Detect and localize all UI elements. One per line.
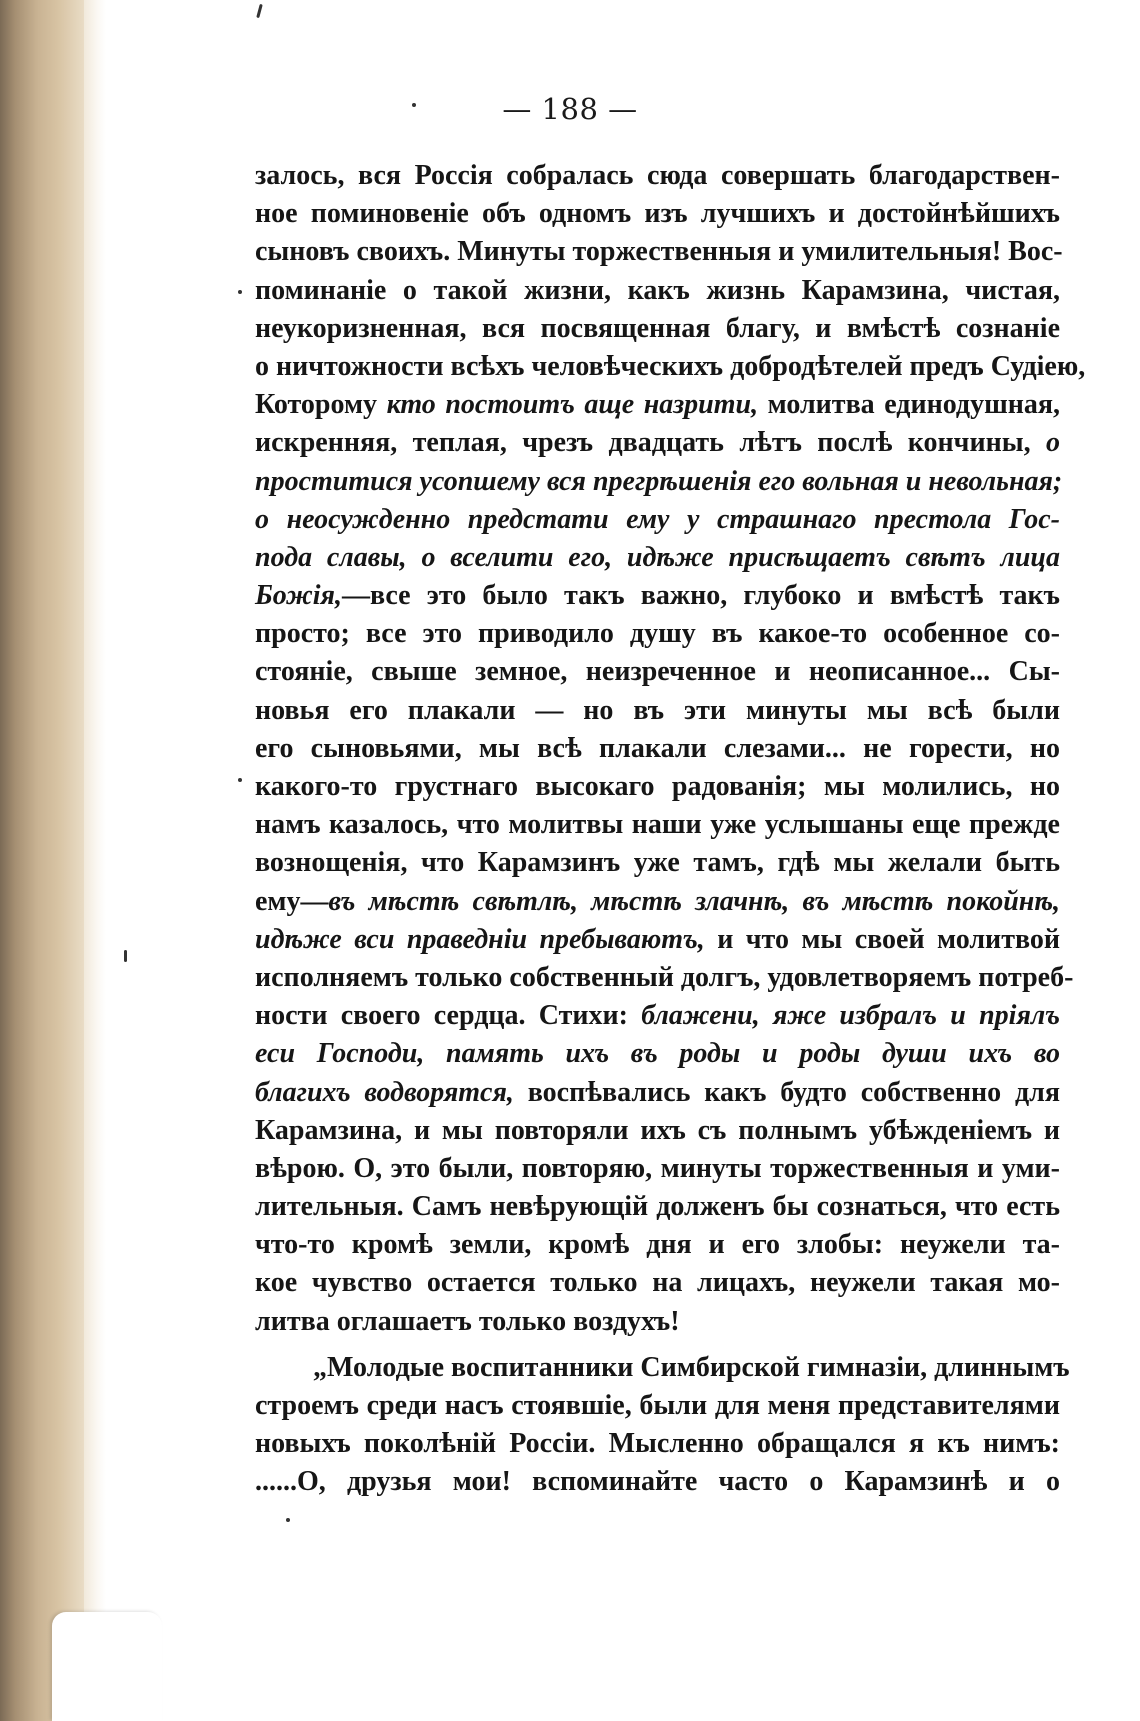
text-line xyxy=(255,1303,1060,1341)
text-line xyxy=(255,157,1060,195)
text-run: ему— xyxy=(255,885,329,917)
text-run: —все это было такъ важно, глубоко и вмѣстѣ такъ xyxy=(341,580,1060,612)
text-line xyxy=(255,653,1060,691)
italic-text: Божія, xyxy=(255,580,342,612)
text-run: вознощенія, что Карамзинъ уже тамъ, гдѣ мы желали быть xyxy=(255,847,1060,879)
text-run: воспѣвались какъ будто собственно для xyxy=(513,1076,1060,1108)
italic-text: блажени, яже избралъ и пріялъ xyxy=(641,1000,1060,1032)
text-run: что-то кромѣ земли, кромѣ дня и его злобы: неужели та- xyxy=(255,1229,1060,1261)
text-run: неукоризненная, вся посвященная благу, и вмѣстѣ сознаніе xyxy=(255,312,1060,344)
italic-text: еси Господи, память ихъ въ роды и роды души ихъ во xyxy=(255,1038,1060,1070)
italic-text: благихъ водворятся, xyxy=(255,1076,514,1108)
text-run: „Молодые воспитанники Симбирской гимназіи, длиннымъ xyxy=(313,1351,1070,1383)
italic-text: о xyxy=(1046,427,1060,459)
page-corner-tab xyxy=(52,1612,162,1721)
text-run: стояніе, свыше земное, неизреченное и неописанное... Сы- xyxy=(255,656,1060,688)
book-spine xyxy=(0,0,84,1721)
text-run: молитва единодушная, xyxy=(758,389,1060,421)
text-line xyxy=(255,1349,1070,1387)
text-run: искренняя, теплая, чрезъ двадцать лѣтъ послѣ кончины, xyxy=(255,427,1046,459)
text-run: залось, вся Россія собралась сюда совершать благодарствен- xyxy=(255,160,1060,191)
body-text xyxy=(255,157,1086,1502)
text-run: новья его плакали — но въ эти минуты мы всѣ были xyxy=(255,694,1060,726)
text-line xyxy=(255,806,1060,844)
text-line xyxy=(255,501,1060,539)
text-line xyxy=(255,1463,1060,1501)
text-line xyxy=(255,883,1060,921)
text-run: ное поминовеніе объ одномъ изъ лучшихъ и достойнѣйшихъ xyxy=(255,198,1060,230)
italic-text: кто постоитъ аще назрити, xyxy=(386,389,759,421)
text-run: Карамзина, и мы повторяли ихъ съ полнымъ убѣжденіемъ и xyxy=(255,1114,1060,1146)
text-line xyxy=(255,539,1060,577)
text-line xyxy=(255,195,1060,233)
text-line xyxy=(255,959,1074,997)
text-run: поминаніе о такой жизни, какъ жизнь Карамзина, чистая, xyxy=(255,274,1060,306)
text-line xyxy=(255,768,1060,806)
text-run: его сыновьями, мы всѣ плакали слезами... не горести, но xyxy=(255,732,1060,764)
text-run: строемъ среди насъ стоявшіе, были для меня представителями xyxy=(255,1390,1060,1421)
italic-text: пода славы, о вселити его, идѣже присѣщаетъ свѣтъ лица xyxy=(255,541,1060,573)
text-line xyxy=(255,1188,1060,1226)
text-line xyxy=(255,1035,1060,1073)
text-line xyxy=(255,233,1063,271)
page-gutter xyxy=(84,0,106,1721)
text-run: намъ казалось, что молитвы наши уже услышаны еще прежде xyxy=(255,809,1060,841)
italic-text: о неосужденно предстати ему у страшнаго престола Гос- xyxy=(255,503,1060,535)
text-line xyxy=(255,386,1060,424)
text-line xyxy=(255,1264,1060,1302)
text-line xyxy=(255,997,1060,1035)
text-line xyxy=(255,1112,1060,1150)
text-line xyxy=(255,844,1060,882)
text-line xyxy=(255,463,1063,501)
italic-text: въ мѣстѣ свѣтлѣ, мѣстѣ злачнѣ, въ мѣстѣ покойнѣ, xyxy=(328,885,1060,917)
text-line xyxy=(255,921,1060,959)
text-run: сыновъ своихъ. Минуты торжественныя и умилительныя! Вос- xyxy=(255,236,1063,268)
text-line xyxy=(255,1425,1060,1463)
text-line xyxy=(255,348,1086,386)
text-run: какого-то грустнаго высокаго радованія; мы молились, но xyxy=(255,771,1060,802)
text-run: вѣрою. О, это были, повторяю, минуты торжественныя и уми- xyxy=(255,1152,1060,1184)
text-line xyxy=(255,272,1060,310)
italic-text: проститися усопшему вся прегрѣшенія его вольная и невольная; xyxy=(255,465,1063,497)
text-run: кое чувство остается только на лицахъ, неужели такая мо- xyxy=(255,1267,1060,1299)
text-line xyxy=(255,692,1060,730)
text-line xyxy=(255,1387,1060,1425)
text-line xyxy=(255,1150,1060,1188)
text-line xyxy=(255,424,1060,462)
text-run: новыхъ поколѣній Россіи. Мысленно обращался я къ нимъ: xyxy=(255,1428,1060,1460)
text-line xyxy=(255,1074,1060,1112)
text-run: ности своего сердца. Стихи: xyxy=(255,1000,642,1032)
text-run: и что мы своей молитвой xyxy=(704,923,1061,955)
text-run: литва оглашаетъ только воздухъ! xyxy=(255,1305,680,1337)
italic-text: идѣже вси праведніи пребываютъ, xyxy=(255,923,705,955)
text-line xyxy=(255,730,1060,768)
text-run: просто; все это приводило душу въ какое-то особенное со- xyxy=(255,618,1060,650)
page-number: — 188 — xyxy=(502,92,638,126)
text-line xyxy=(255,1226,1060,1264)
text-line xyxy=(255,577,1060,615)
text-run: исполняемъ только собственный долгъ, удовлетворяемъ потреб- xyxy=(255,961,1074,993)
text-line xyxy=(255,615,1060,653)
text-run: лительныя. Самъ невѣрующій долженъ бы сознаться, что есть xyxy=(255,1191,1060,1223)
text-line xyxy=(255,310,1060,348)
text-run: Которому xyxy=(255,389,387,421)
text-run: о ничтожности всѣхъ человѣческихъ добродѣтелей предъ Судіею, xyxy=(255,350,1086,382)
text-run: ......О, друзья мои! вспоминайте часто о Карамзинѣ и о xyxy=(255,1466,1060,1498)
